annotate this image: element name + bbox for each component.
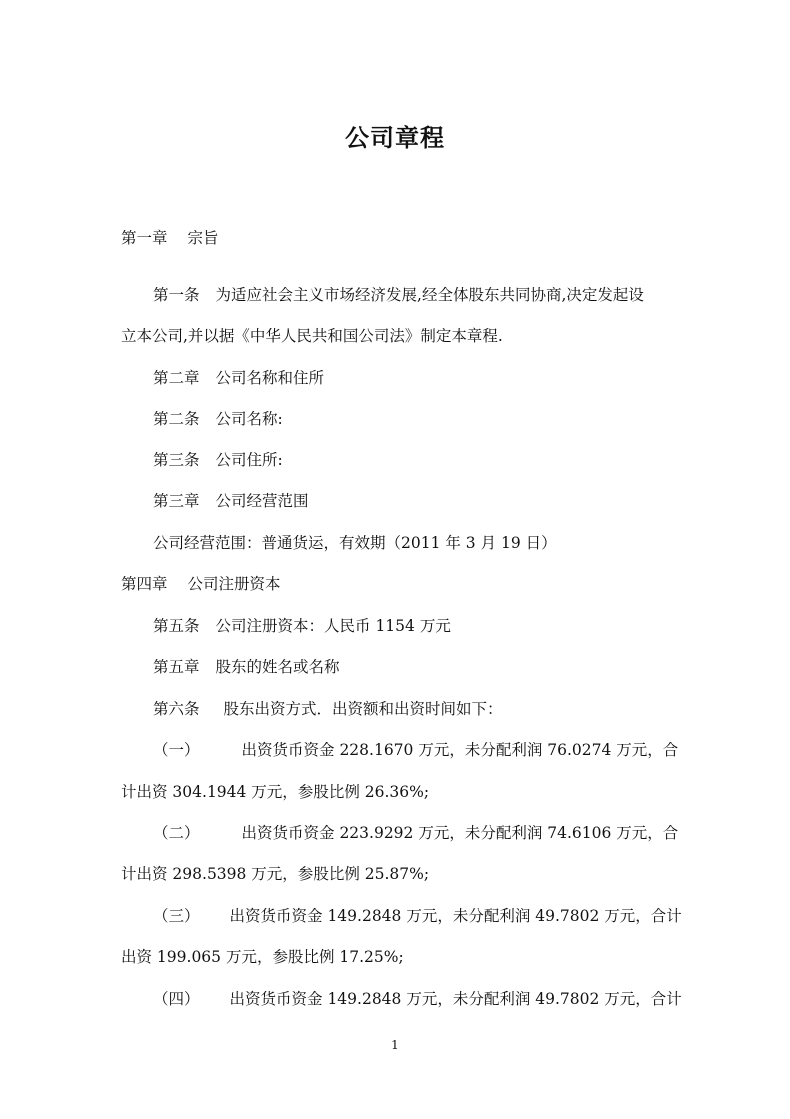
chapter-label: 第四章 — [121, 575, 168, 593]
chapter-3-heading — [153, 491, 309, 511]
article-label: 第一条 — [153, 286, 200, 304]
chapter-title: 公司注册资本 — [187, 575, 281, 593]
chapter-label: 第一章 — [121, 229, 168, 247]
shareholder-1-continued: 计出资 304.1944 万元，参股比例 26.36%; — [121, 783, 430, 801]
shareholder-2-continued: 计出资 298.5398 万元，参股比例 25.87%; — [121, 865, 430, 883]
chapter-label: 第三章 — [153, 492, 200, 510]
article-6 — [153, 699, 503, 719]
shareholder-index: （二） — [153, 824, 200, 842]
article-label: 第三条 — [153, 451, 200, 469]
chapter-title: 股东的姓名或名称 — [215, 658, 340, 676]
shareholder-3 — [153, 906, 682, 926]
chapter-title: 宗旨 — [187, 229, 219, 247]
chapter-4-heading — [121, 574, 281, 594]
article-2 — [153, 409, 283, 429]
chapter-title: 公司经营范围 — [215, 492, 309, 510]
chapter-title: 公司名称和住所 — [215, 369, 325, 387]
shareholder-3-continued: 出资 199.065 万元，参股比例 17.25%; — [121, 948, 404, 966]
article-1-continued: 立本公司,并以据《中华人民共和国公司法》制定本章程. — [121, 327, 503, 345]
article-text: 股东出资方式．出资额和出资时间如下： — [223, 700, 503, 718]
registered-capital: 公司注册资本：人民币 1154 万元 — [215, 617, 451, 635]
page-number: 1 — [391, 1038, 399, 1052]
shareholder-1 — [153, 740, 678, 760]
article-1 — [153, 285, 644, 305]
chapter-2-heading — [153, 368, 324, 388]
shareholder-contribution: 出资货币资金 228.1670 万元，未分配利润 76.0274 万元，合 — [241, 741, 679, 759]
shareholder-index: （一） — [153, 741, 200, 759]
shareholder-4 — [153, 989, 682, 1009]
article-label: 第五条 — [153, 617, 200, 635]
article-label: 第六条 — [153, 700, 200, 718]
article-3 — [153, 450, 283, 470]
business-scope: 公司经营范围：普通货运，有效期（2011 年 3 月 19 日） — [153, 534, 557, 552]
document-title: 公司章程 — [345, 123, 445, 152]
company-address-field: 公司住所: — [215, 451, 283, 469]
shareholder-contribution: 出资货币资金 149.2848 万元，未分配利润 49.7802 万元，合计 — [229, 907, 682, 925]
article-text-line1: 为适应社会主义市场经济发展,经全体股东共同协商,决定发起设 — [215, 286, 644, 304]
shareholder-index: （四） — [153, 990, 200, 1008]
shareholder-contribution: 出资货币资金 223.9292 万元，未分配利润 74.6106 万元，合 — [241, 824, 679, 842]
company-name-field: 公司名称: — [215, 410, 283, 428]
shareholder-contribution: 出资货币资金 149.2848 万元，未分配利润 49.7802 万元，合计 — [229, 990, 682, 1008]
chapter-label: 第五章 — [153, 658, 200, 676]
shareholder-index: （三） — [153, 907, 200, 925]
article-5 — [153, 616, 451, 636]
article-label: 第二条 — [153, 410, 200, 428]
shareholder-2 — [153, 823, 678, 843]
chapter-label: 第二章 — [153, 369, 200, 387]
chapter-1-heading — [121, 228, 219, 248]
chapter-5-heading — [153, 657, 340, 677]
